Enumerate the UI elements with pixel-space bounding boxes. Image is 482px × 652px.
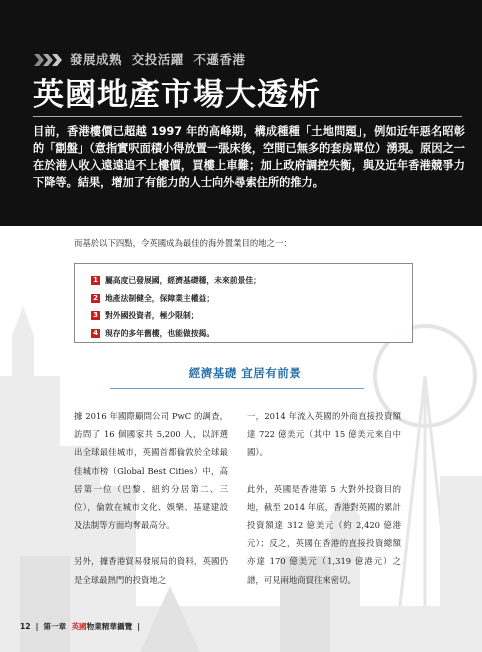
- reason-text: 現存的多年舊樓，也能做按揭。: [105, 328, 215, 338]
- footer-separator: |: [137, 621, 140, 631]
- reason-text: 屬高度已發展國，經濟基礎穩，未來前景佳；: [105, 276, 261, 286]
- lead-paragraph: 目前，香港樓價已超越 1997 年的高峰期，構成種種「土地問題」，例如近年惡名昭彰的「劏盤」（意指實呎面積小得放置一張床後，空間已無多的套房單位）湧現。原因之一在於港人收入遠遠追不上樓價，買樓上車難；加上政府調控失衡，與及近年香港競爭力下降等。結果，增加了有能力的人士向外尋索住所的推力。: [33, 125, 465, 189]
- number-badge: 4: [91, 329, 100, 338]
- header-banner: [0, 0, 482, 226]
- body-paragraph: 另外，據香港貿易發展局的資料，英國仍是全球最熱門的投資地之: [74, 556, 228, 585]
- page-title: 英國地產市場大透析: [33, 77, 321, 113]
- section-title: 經濟基礎 宜居有前景: [188, 366, 302, 380]
- list-item: [91, 290, 412, 308]
- number-badge: 3: [91, 311, 100, 320]
- title-divider: [33, 116, 462, 117]
- chapter-label: 第一章: [43, 621, 67, 631]
- body-column-left: [74, 407, 228, 589]
- triple-chevron-icon: [34, 54, 64, 66]
- book-title: 物業精華攝覽: [86, 621, 133, 631]
- body-paragraph: 據 2016 年國際顧問公司 PwC 的調查，訪問了 16 個國家共 5,200 人，以評選出全球最佳城市，英國首都倫敦於全球最佳城市榜（Global Best Cities）中，高居第一位（巴黎、紐約分居第二、三位），倫敦在城市文化、娛樂、基建建設及法制等方面均奪最高分。: [74, 411, 228, 531]
- reason-text: 對外國投資者，極少限制；: [105, 311, 199, 321]
- footer-separator: |: [35, 621, 39, 631]
- kicker-text: 發展成熟 交投活躍 不遜香港: [70, 52, 246, 67]
- reason-text: 地產法制健全，保障業主權益；: [105, 293, 215, 303]
- page-number: 12: [20, 621, 31, 631]
- list-item: [91, 325, 412, 343]
- intro-text: 而基於以下四點，令英國成為最佳的海外置業目的地之一：: [74, 238, 292, 248]
- book-title-highlight: 英國: [71, 621, 87, 631]
- body-paragraph: 此外，英國是香港第 5 大對外投資目的地，截至 2014 年底，香港對英國的累計投資額達 312 億美元（約 2,420 億港元）；反之，英國在香港的直接投資總額亦達 170 億美元（1,319 億港元）之譜，可見兩地商貿往來密切。: [247, 483, 401, 585]
- body-paragraph: 一，2014 年流入英國的外商直接投資額達 722 億美元（其中 15 億美元來自中國）。: [247, 411, 401, 458]
- list-item: [91, 272, 412, 290]
- list-item: [91, 307, 412, 325]
- reasons-box: [74, 263, 413, 343]
- number-badge: 2: [91, 294, 100, 303]
- number-badge: 1: [91, 276, 100, 285]
- section-divider: [110, 388, 364, 389]
- body-column-right: [247, 407, 401, 589]
- kicker: [34, 52, 245, 68]
- page-footer: [20, 619, 145, 633]
